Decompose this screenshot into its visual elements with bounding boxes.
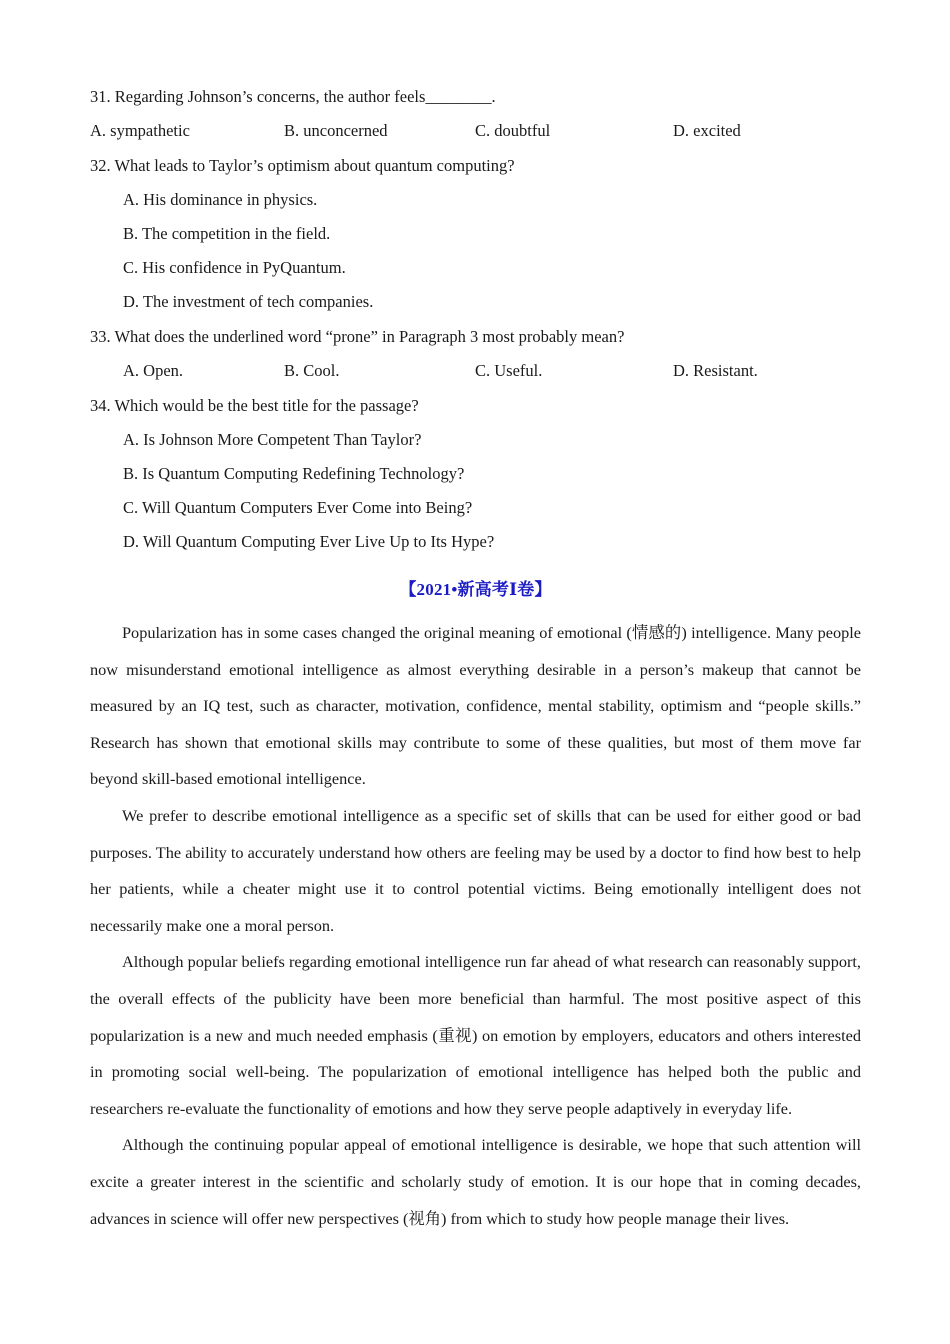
option-34-d[interactable]: D. Will Quantum Computing Ever Live Up to Its Hype? xyxy=(123,532,495,551)
question-stem-32: 32. What leads to Taylor’s optimism about quantum computing? xyxy=(90,156,515,175)
page-content xyxy=(90,88,861,1237)
passage-paragraph-4: Although the continuing popular appeal of emotional intelligence is desirable, we hope that such attention will excite a greater interest in the scientific and scholarly study of emotion. It is our hope that in coming decades, advances in science will offer new perspectives (视角) from which to study how people manage their lives. xyxy=(90,1135,861,1228)
passage-paragraph-3: Although popular beliefs regarding emotional intelligence run far ahead of what research can reasonably support, the overall effects of the publicity have been more beneficial than harmful. The most positive aspect of this popularization is a new and much needed emphasis (重视) on emotion by employers, educators and others interested in promoting social well-being. The popularization of emotional intelligence has helped both the public and researchers re-evaluate the functionality of emotions and how they serve people adaptively in everyday life. xyxy=(90,952,861,1118)
question-stem-34: 34. Which would be the best title for the passage? xyxy=(90,396,419,415)
option-31-d[interactable]: D. excited xyxy=(673,121,741,140)
option-31-a[interactable]: A. sympathetic xyxy=(90,121,190,140)
question-block-33 xyxy=(90,328,861,396)
passage-paragraph-2: We prefer to describe emotional intelligence as a specific set of skills that can be used for either good or bad purposes. The ability to accurately understand how others are feeling may be used by a doctor to find how best to help her patients, while a cheater might use it to control potential victims. Being emotionally intelligent does not necessarily make one a moral person. xyxy=(90,805,861,935)
option-32-a[interactable]: A. His dominance in physics. xyxy=(123,190,318,209)
option-34-a[interactable]: A. Is Johnson More Competent Than Taylor? xyxy=(123,430,422,449)
option-row-33 xyxy=(90,362,861,396)
question-block-34 xyxy=(90,397,861,567)
option-32-b[interactable]: B. The competition in the field. xyxy=(123,224,331,243)
option-33-b[interactable]: B. Cool. xyxy=(284,361,340,380)
answer-blank-31[interactable]: ________ xyxy=(425,87,492,106)
option-34-b[interactable]: B. Is Quantum Computing Redefining Technology? xyxy=(123,464,465,483)
question-block-32 xyxy=(90,157,861,327)
option-32-d[interactable]: D. The investment of tech companies. xyxy=(123,292,374,311)
question-block-31 xyxy=(90,88,861,156)
question-stem-33: 33. What does the underlined word “prone” in Paragraph 3 most probably mean? xyxy=(90,327,625,346)
passage-paragraph-1: Popularization has in some cases changed the original meaning of emotional (情感的) intelligence. Many people now misunderstand emotional intelligence as almost everything desirable in a person’s makeup that cannot be measured by an IQ test, such as character, motivation, confidence, mental stability, optimism and “people skills.” Research has shown that emotional skills may contribute to some of these qualities, but most of them move far beyond skill-based emotional intelligence. xyxy=(90,623,861,789)
option-row-31 xyxy=(90,122,861,156)
exam-source-heading: 【2021•新高考Ⅰ卷】 xyxy=(399,580,552,599)
option-34-c[interactable]: C. Will Quantum Computers Ever Come into Being? xyxy=(123,498,473,517)
option-33-a[interactable]: A. Open. xyxy=(123,361,184,380)
option-33-c[interactable]: C. Useful. xyxy=(475,361,543,380)
option-32-c[interactable]: C. His confidence in PyQuantum. xyxy=(123,258,346,277)
question-stem-text-31: 31. Regarding Johnson’s concerns, the author feels xyxy=(90,87,426,106)
question-stem-tail-31: . xyxy=(491,87,496,106)
question-stem-31 xyxy=(90,88,861,122)
option-31-b[interactable]: B. unconcerned xyxy=(284,121,388,140)
option-33-d[interactable]: D. Resistant. xyxy=(673,361,758,380)
option-31-c[interactable]: C. doubtful xyxy=(475,121,551,140)
